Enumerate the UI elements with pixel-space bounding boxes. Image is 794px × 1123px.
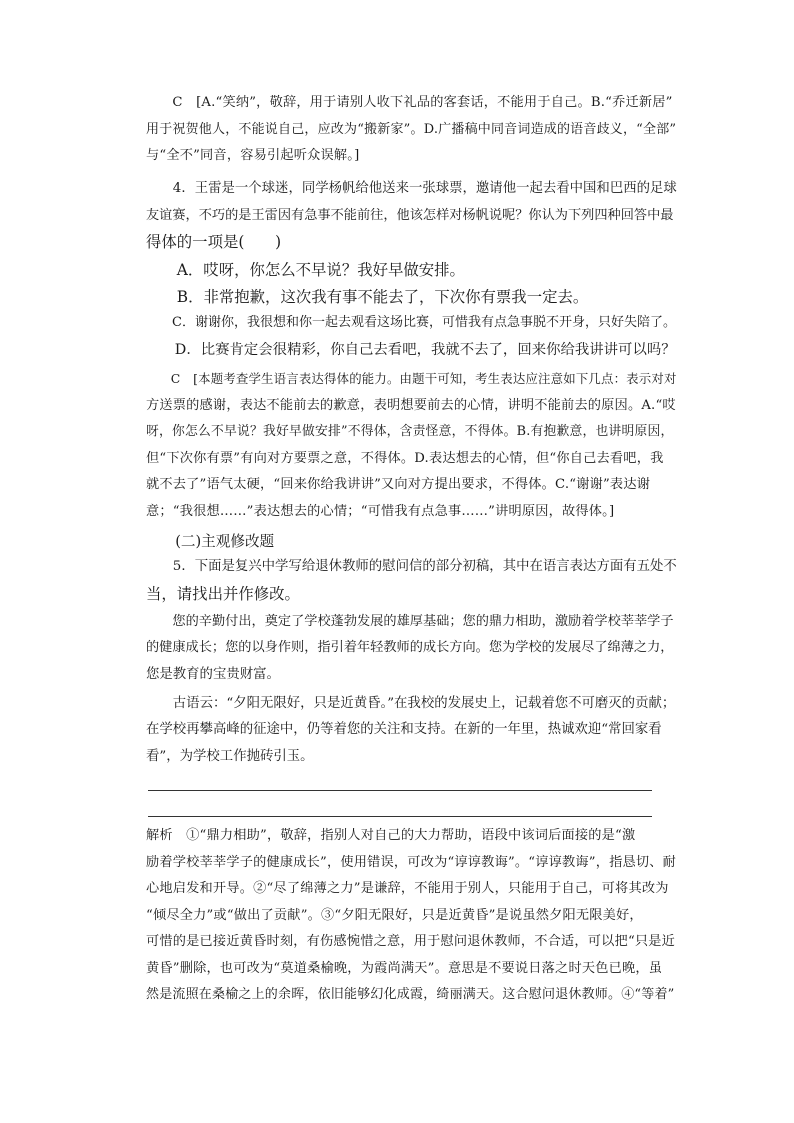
answer-4-line: 就不去了”语气太硬，“回来你给我讲讲”又向对方提出要求，不得体。C.“谢谢”表达谢 <box>146 477 651 492</box>
question-5-line: 5．下面是复兴中学写给退休教师的慰问信的部分初稿，其中在语言表达方面有五处不 <box>172 559 677 574</box>
letter-line: 在学校再攀高峰的征途中，仍等着您的关注和支持。在新的一年里，热诚欢迎“常回家看 <box>146 722 662 738</box>
analysis-line: 心地启发和开导。②“尽了绵薄之力”是谦辞，不能用于别人，只能用于自己，可将其改为 <box>146 881 669 896</box>
letter-line: 您的辛勤付出，奠定了学校蓬勃发展的雄厚基础；您的鼎力相助，激励着学校莘莘学子 <box>172 614 674 629</box>
question-4-line: 4．王雷是一个球迷，同学杨帆给他送来一张球票，邀请他一起去看中国和巴西的足球 <box>172 181 677 196</box>
section-heading <box>146 529 676 555</box>
answer-4 <box>146 366 676 525</box>
analysis-line: 励着学校莘莘学子的健康成长”，使用错误，可改为“谆谆教诲”。“谆谆教诲”，指恳切、耐 <box>146 854 677 870</box>
option-b: B．非常抱歉，这次我有事不能去了，下次你有票我一定去。 <box>176 287 589 306</box>
letter-line: 您是教育的宝贵财富。 <box>146 666 280 682</box>
option-a: A．哎呀，你怎么不早说？我好早做安排。 <box>176 261 465 279</box>
answer-3-line: 用于祝贺他人，不能说自己，应改为“搬新家”。D.广播稿中同音词造成的语音歧义，“全部” <box>146 121 677 137</box>
question-4-line: 得体的一项是( ) <box>146 233 282 252</box>
answer-blank-line <box>148 816 652 817</box>
answer-4-line: 但“下次你有票”有向对方要票之意，不得体。D.表达想去的心情，但“你自己去看吧，我 <box>146 450 664 466</box>
analysis-line: 黄昏”删除，也可改为“莫道桑榆晚，为霞尚满天”。意思是不要说日落之时天色已晚，虽 <box>146 960 663 976</box>
answer-4-line: 呀，你怎么不早说？我好早做安排”不得体，含责怪意，不得体。B.有抱歉意，也讲明原因， <box>146 424 674 439</box>
letter-paragraph-1 <box>146 609 676 688</box>
letter-paragraph-2 <box>146 691 676 770</box>
letter-line: 看”，为学校工作抛砖引玉。 <box>146 748 314 764</box>
options-4 <box>146 257 676 363</box>
letter-line: 的健康成长；您的以身作则，指引着年轻教师的成长方向。您为学校的发展尽了绵薄之力， <box>146 640 674 656</box>
answer-3-line: 与“全不”同音，容易引起听众误解。] <box>146 148 360 163</box>
question-4 <box>146 176 676 256</box>
option-d: D．比赛肯定会很精彩，你自己去看吧，我就不去了，回来你给我讲讲可以吗？ <box>174 341 676 358</box>
section-heading-text: (二)主观修改题 <box>175 533 275 550</box>
question-5 <box>146 554 676 607</box>
question-4-line: 友谊赛，不巧的是王雷因有急事不能前往，他该怎样对杨帆说呢？你认为下列四种回答中最 <box>146 207 674 223</box>
answer-blank-line <box>148 790 652 791</box>
analysis-line: 然是流照在桑榆之上的余晖，依旧能够幻化成霞，绮丽满天。这合慰问退休教师。④“等着” <box>146 987 675 1002</box>
analysis-line: 解析 ①“鼎力相助”，敬辞，指别人对自己的大力帮助，语段中该词后面接的是“激 <box>146 828 636 843</box>
analysis <box>146 823 676 1009</box>
option-c: C．谢谢你，我很想和你一起去观看这场比赛，可惜我有点急事脱不开身，只好失陪了。 <box>172 315 676 331</box>
answer-3 <box>146 90 676 170</box>
analysis-line: 可惜的是已接近黄昏时刻，有伤感惋惜之意，用于慰问退休教师，不合适，可以把“只是近 <box>146 934 676 949</box>
analysis-line: “倾尽全力”或“做出了贡献”。③“夕阳无限好，只是近黄昏”是说虽然夕阳无限美好， <box>146 907 643 923</box>
letter-line: 古语云：“夕阳无限好，只是近黄昏。”在我校的发展史上，记载着您不可磨灭的贡献； <box>172 696 676 711</box>
answer-4-line: 意；“我很想……”表达想去的心情；“可惜我有点急事……”讲明原因，故得体。] <box>146 503 615 519</box>
answer-3-line: C [A.“笑纳”，敬辞，用于请别人收下礼品的客套话，不能用于自己。B.“乔迁新居” <box>172 95 673 110</box>
answer-4-line: C [本题考查学生语言表达得体的能力。由题干可知，考生表达应注意如下几点：表示对对 <box>170 371 677 386</box>
answer-4-line: 方送票的感谢，表达不能前去的歉意，表明想要前去的心情，讲明不能前去的原因。A.“哎 <box>146 397 676 413</box>
question-5-line: 当，请找出并作修改。 <box>146 584 300 603</box>
